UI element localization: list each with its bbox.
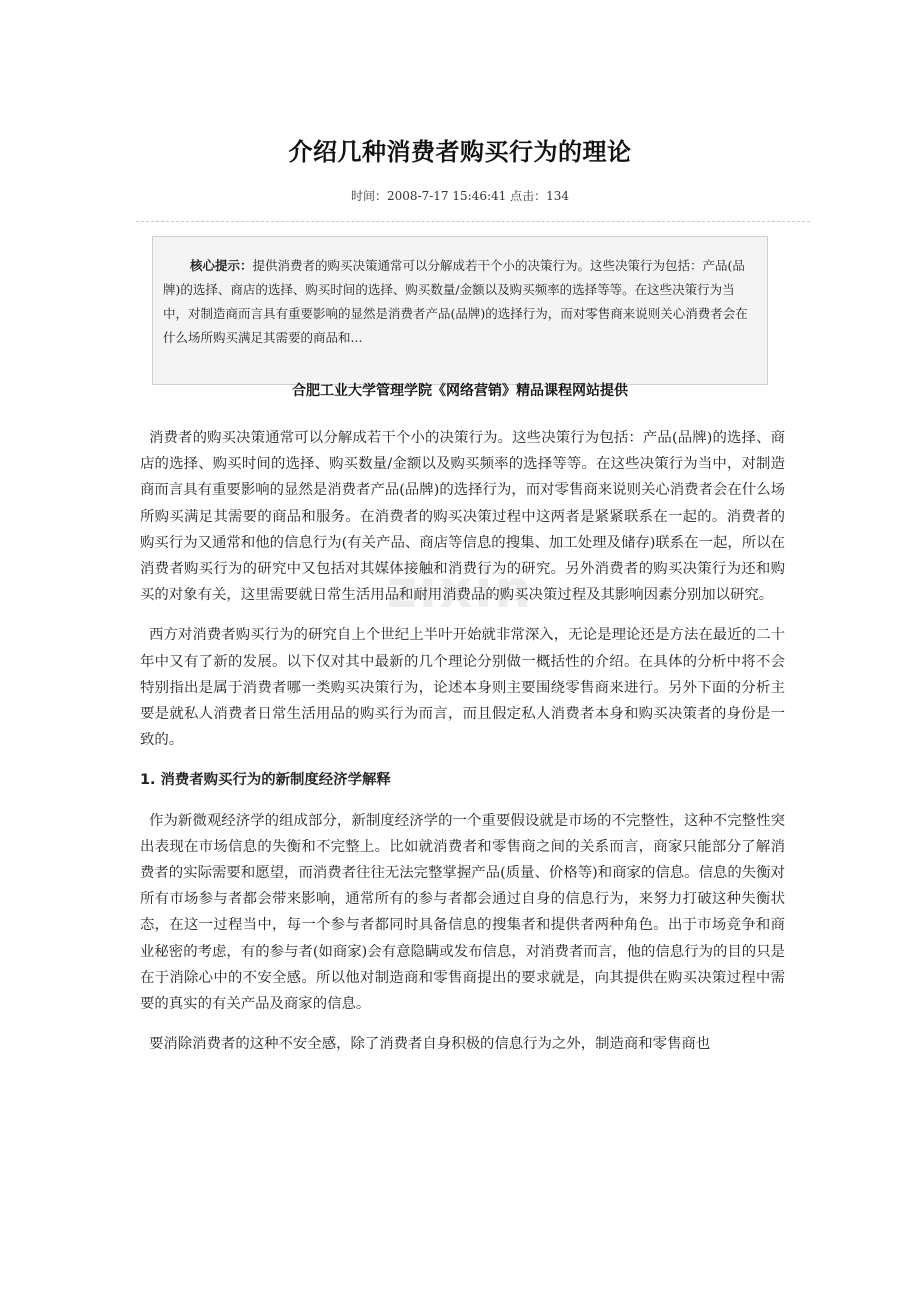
watermark: zixin [386, 560, 534, 620]
paragraph: 西方对消费者购买行为的研究自上个世纪上半叶开始就非常深入，无论是理论还是方法在最近的二十年中又有了新的发展。以下仅对其中最新的几个理论分别做一概括性的介绍。在具体的分析中将不会特别指出是属于消费者哪一类购买决策行为，论述本身则主要围绕零售商来进行。另外下面的分析主要是就私人消费者日常生活用品的购买行为而言，而且假定私人消费者本身和购买决策者的身份是一致的。 [140, 627, 785, 749]
paragraph: 要消除消费者的这种不安全感，除了消费者自身积极的信息行为之外，制造商和零售商也 [149, 1036, 711, 1053]
summary-text: 提供消费者的购买决策通常可以分解成若干个小的决策行为。这些决策行为包括：产品(品牌)的选择、商店的选择、购买时间的选择、购买数量/金额以及购买频率的选择等等。在这些决策行为当中，对制造商而言具有重要影响的显然是消费者产品(品牌)的选择行为，而对零售商来说则关心消费者会在什么场所购买满足其需要的商品和... [163, 258, 748, 345]
summary-box [152, 236, 768, 385]
summary-label: 核心提示： [190, 258, 253, 273]
article-meta: 时间：2008-7-17 15:46:41 点击：134 [351, 189, 569, 203]
paragraph: 消费者的购买决策通常可以分解成若干个小的决策行为。这些决策行为包括：产品(品牌)的选择、商店的选择、购买时间的选择、购买数量/金额以及购买频率的选择等等。在这些决策行为当中，对制造商而言具有重要影响的显然是消费者产品(品牌)的选择行为，而对零售商来说则关心消费者会在什么场所购买满足其需要的商品和服务。在消费者的购买决策过程中这两者是紧紧联系在一起的。消费者的购买行为又通常和他的信息行为(有关产品、商店等信息的搜集、加工处理及储存)联系在一起，所以在消费者购买行为的研究中又包括对其媒体接触和消费行为的研究。另外消费者的购买决策行为还和购买的对象有关，这里需要就日常生活用品和耐用消费品的购买决策过程及其影响因素分别加以研究。 [140, 430, 785, 604]
provider-line: 合肥工业大学管理学院《网络营销》精品课程网站提供 [292, 383, 628, 399]
paragraph: 作为新微观经济学的组成部分，新制度经济学的一个重要假设就是市场的不完整性，这种不完整性突出表现在市场信息的失衡和不完整上。比如就消费者和零售商之间的关系而言，商家只能部分了解消费者的实际需要和愿望，而消费者往往无法完整掌握产品(质量、价格等)和商家的信息。信息的失衡对所有市场参与者都会带来影响，通常所有的参与者都会通过自身的信息行为，来努力打破这种失衡状态，在这一过程当中，每一个参与者都同时具备信息的搜集者和提供者两种角色。出于市场竞争和商业秘密的考虑，有的参与者(如商家)会有意隐瞒或发布信息，对消费者而言，他的信息行为的目的只是在于消除心中的不安全感。所以他对制造商和零售商提出的要求就是，向其提供在购买决策过程中需要的真实的有关产品及商家的信息。 [140, 812, 785, 1013]
dashed-divider [136, 221, 810, 222]
section-heading: 1. 消费者购买行为的新制度经济学解释 [140, 772, 391, 789]
article-body [140, 425, 785, 1071]
article-title: 介绍几种消费者购买行为的理论 [288, 138, 632, 166]
